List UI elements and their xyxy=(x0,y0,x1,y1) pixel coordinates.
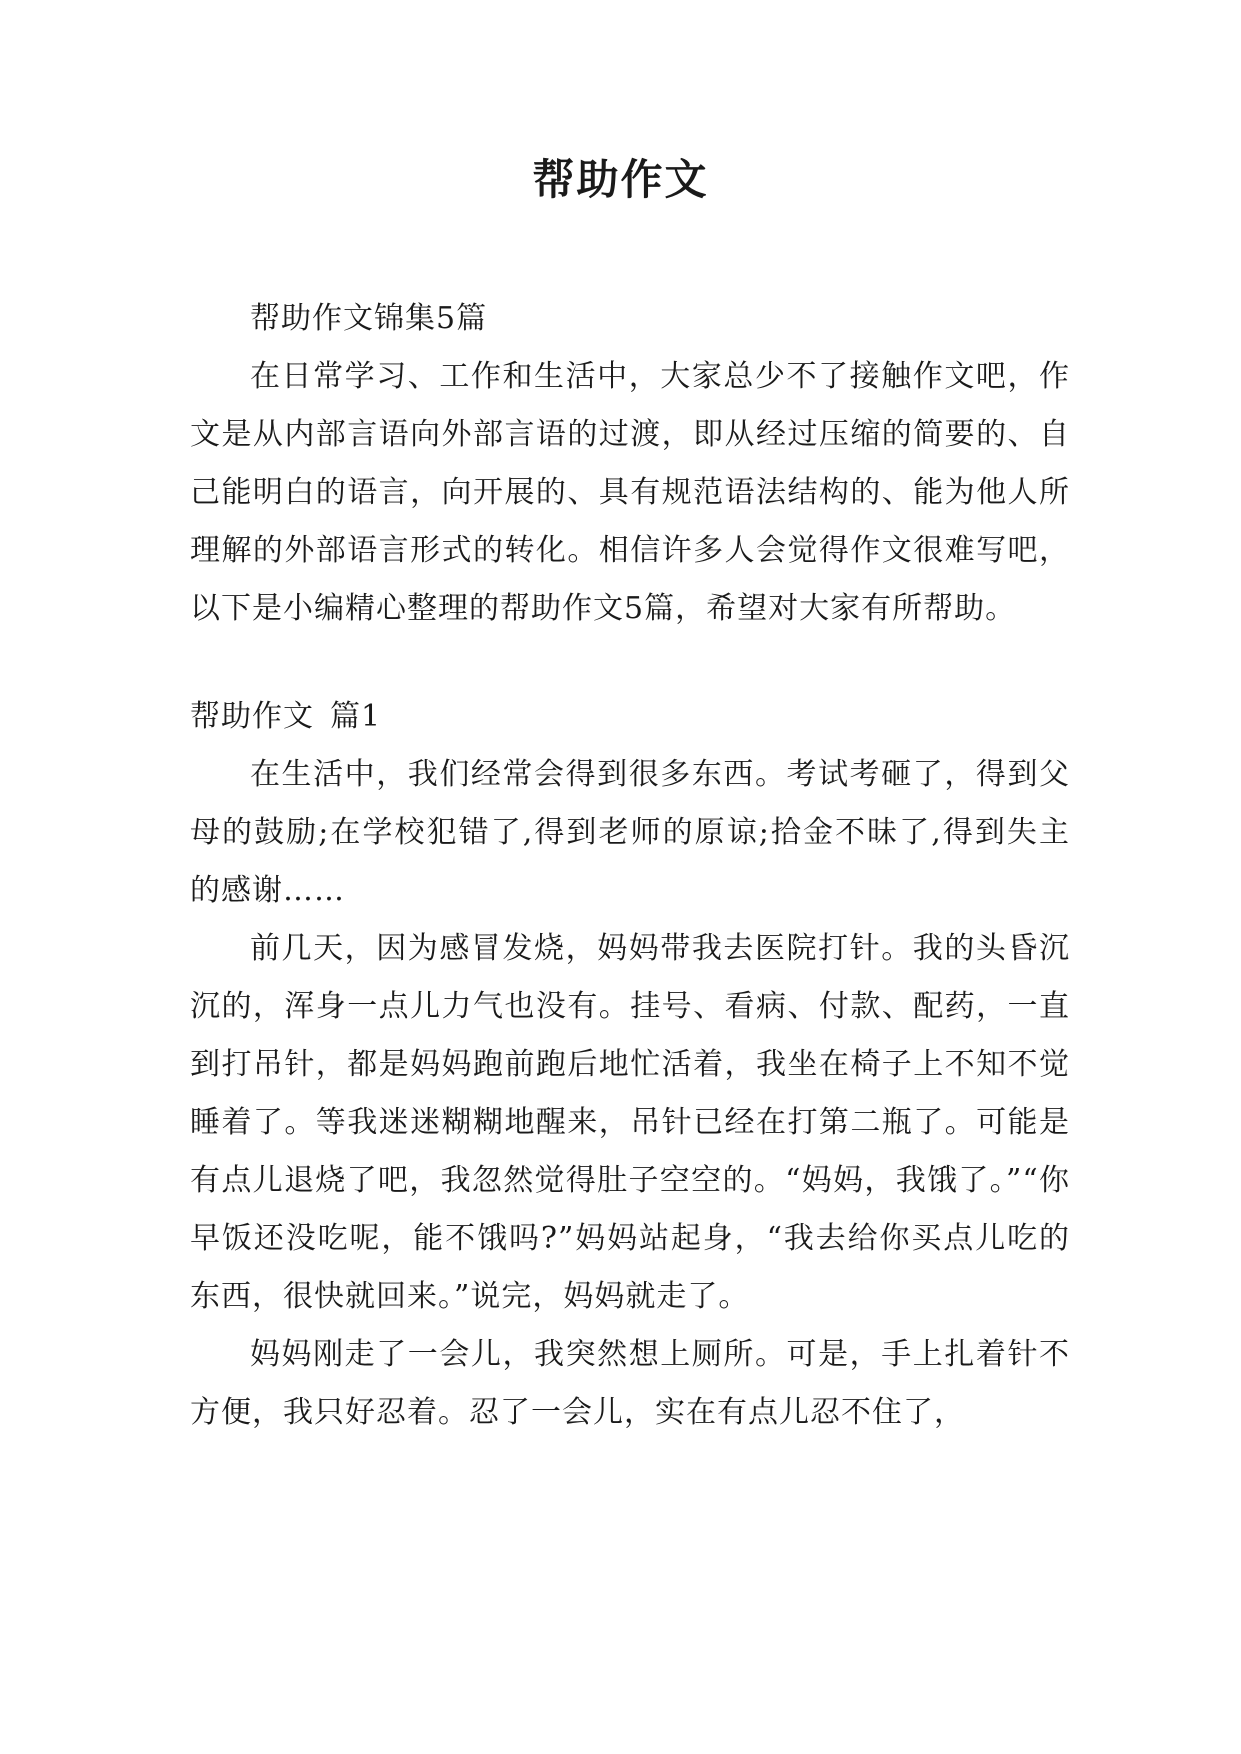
section-heading-title: 帮助作文 xyxy=(190,699,314,734)
intro-paragraph: 在日常学习、工作和生活中，大家总少不了接触作文吧，作文是从内部言语向外部言语的过渡，即从经过压缩的简要的、自己能明白的语言，向开展的、具有规范语法结构的、能为他人所理解的外部语言形式的转化。相信许多人会觉得作文很难写吧，以下是小编精心整理的帮助作文5篇，希望对大家有所帮助。 xyxy=(190,359,1070,626)
document-title: 帮助作文 xyxy=(532,155,709,204)
section1-paragraph-1: 在生活中，我们经常会得到很多东西。考试考砸了，得到父母的鼓励;在学校犯错了,得到老师的原谅;拾金不昧了,得到失主的感谢…… xyxy=(190,757,1070,908)
section-heading-number: 篇1 xyxy=(330,699,382,734)
section1-paragraph-3: 妈妈刚走了一会儿，我突然想上厕所。可是，手上扎着针不方便，我只好忍着。忍了一会儿，实在有点儿忍不住了， xyxy=(190,1337,1070,1430)
document-body xyxy=(190,290,1070,1442)
section-heading xyxy=(190,688,1070,746)
collection-title: 帮助作文锦集5篇 xyxy=(250,301,488,336)
section1-paragraph-2: 前几天，因为感冒发烧，妈妈带我去医院打针。我的头昏沉沉的，浑身一点儿力气也没有。挂号、看病、付款、配药，一直到打吊针，都是妈妈跑前跑后地忙活着，我坐在椅子上不知不觉睡着了。等我迷迷糊糊地醒来，吊针已经在打第二瓶了。可能是有点儿退烧了吧，我忽然觉得肚子空空的。“妈妈，我饿了。”“你早饭还没吃呢，能不饿吗?”妈妈站起身，“我去给你买点儿吃的东西，很快就回来。”说完，妈妈就走了。 xyxy=(190,931,1070,1314)
